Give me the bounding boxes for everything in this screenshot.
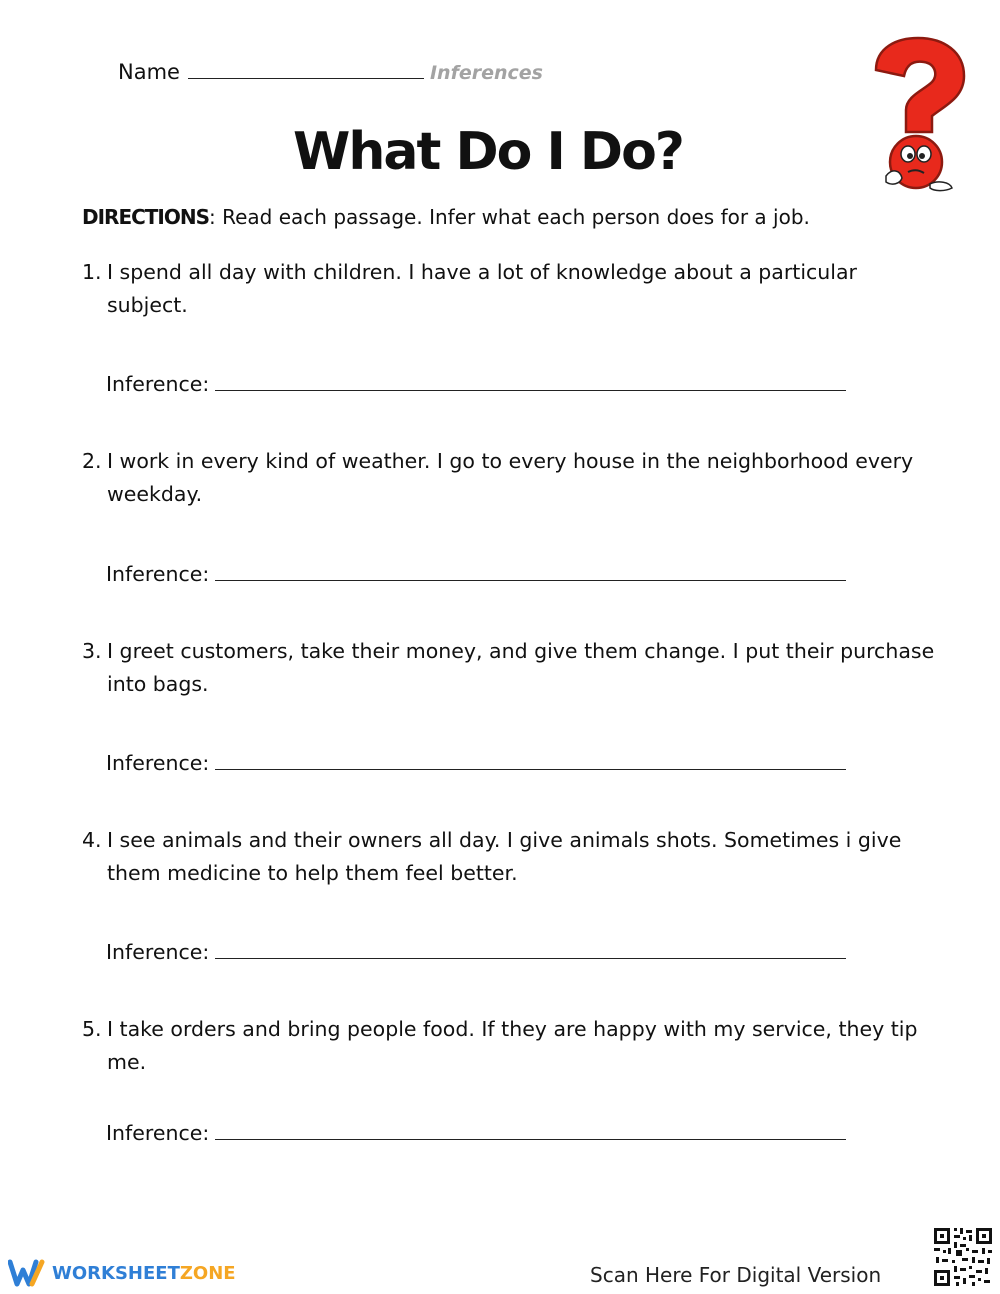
inference-label: Inference: (106, 751, 210, 775)
question-2 (82, 445, 942, 511)
scan-text: Scan Here For Digital Version (590, 1263, 882, 1287)
question-1 (82, 256, 942, 322)
qr-code-icon[interactable] (932, 1226, 994, 1288)
question-text: I work in every kind of weather. I go to every house in the neighborhood every weekday. (107, 449, 914, 506)
inference-row-5 (106, 1119, 846, 1145)
question-3 (82, 635, 942, 701)
inference-row-3 (106, 749, 846, 775)
inference-answer-field[interactable] (215, 370, 846, 391)
inference-answer-field[interactable] (215, 1119, 846, 1140)
name-field[interactable] (188, 60, 424, 79)
inference-label: Inference: (106, 1121, 210, 1145)
question-text: I take orders and bring people food. If they are happy with my service, they tip me. (107, 1017, 918, 1074)
question-number: 5. (82, 1017, 102, 1041)
inference-row-1 (106, 370, 846, 396)
question-text: I see animals and their owners all day. I give animals shots. Sometimes i give them medicine to help them feel better. (107, 828, 902, 885)
subject-label: Inferences (429, 62, 543, 84)
inference-label: Inference: (106, 940, 210, 964)
question-text: I greet customers, take their money, and give them change. I put their purchase into bags. (107, 639, 935, 696)
question-number: 2. (82, 449, 102, 473)
brand-logo[interactable] (8, 1258, 236, 1288)
inference-answer-field[interactable] (215, 938, 846, 959)
inference-answer-field[interactable] (215, 749, 846, 770)
question-4 (82, 824, 942, 890)
inference-row-2 (106, 560, 846, 586)
page-title: What Do I Do? (293, 122, 683, 182)
question-5 (82, 1013, 942, 1079)
inference-row-4 (106, 938, 846, 964)
thinking-question-mark-icon (866, 36, 970, 192)
inference-label: Inference: (106, 562, 210, 586)
name-row (118, 60, 543, 84)
directions (82, 203, 962, 231)
worksheet-zone-logo-icon (8, 1258, 46, 1288)
brand-name-part2: ZONE (179, 1262, 236, 1284)
question-number: 1. (82, 260, 102, 284)
name-label: Name (118, 60, 180, 84)
question-number: 4. (82, 828, 102, 852)
inference-answer-field[interactable] (215, 560, 846, 581)
brand-name-part1: WORKSHEET (52, 1262, 180, 1284)
inference-label: Inference: (106, 372, 210, 396)
directions-text: : Read each passage. Infer what each person does for a job. (209, 205, 810, 229)
question-text: I spend all day with children. I have a lot of knowledge about a particular subject. (107, 260, 857, 317)
directions-label: DIRECTIONS (82, 205, 210, 229)
question-number: 3. (82, 639, 102, 663)
